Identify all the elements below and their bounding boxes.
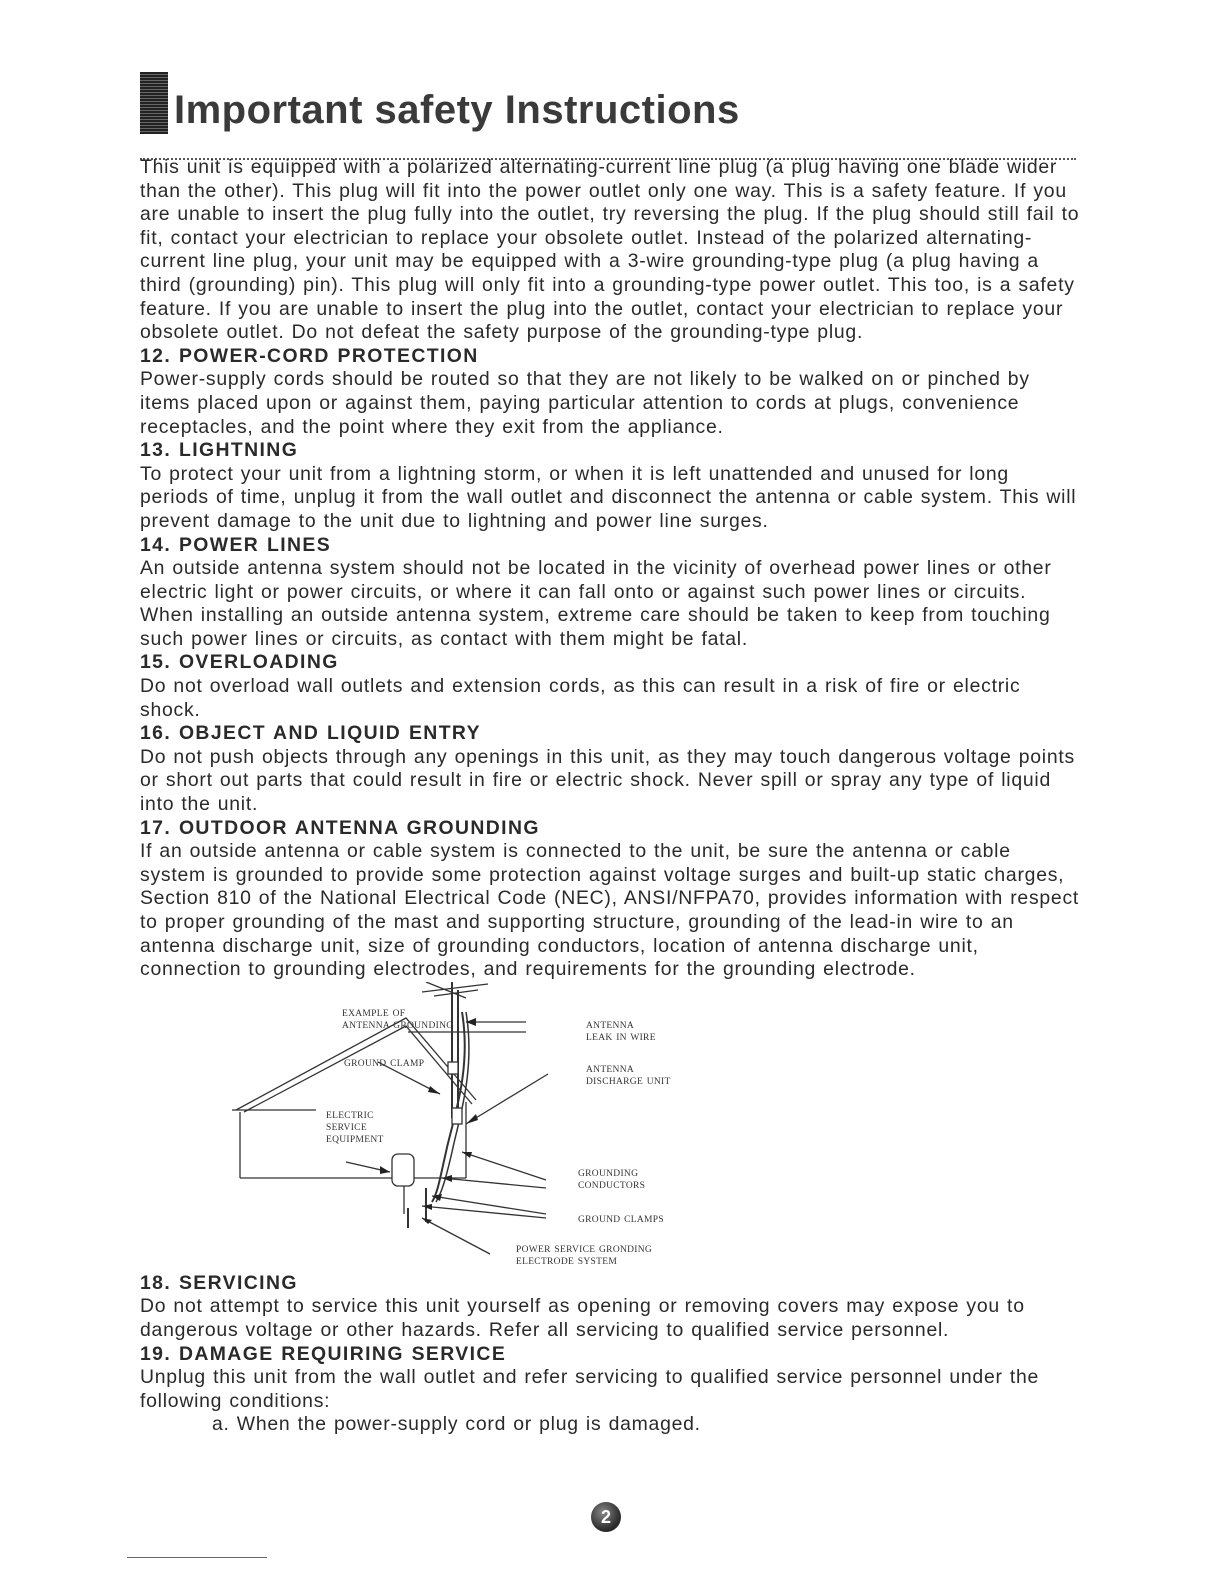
diagram-label: ANTENNA: [586, 1064, 635, 1075]
section-heading: 14. POWER LINES: [140, 533, 332, 556]
section-heading: 12. POWER-CORD PROTECTION: [140, 344, 479, 367]
section-heading: 18. SERVICING: [140, 1271, 298, 1294]
section-text: Do not overload wall outlets and extension cords, as this can result in a risk of fire or electric shock.: [140, 675, 1021, 721]
antenna-grounding-diagram: [140, 982, 1080, 1272]
diagram-label: ANTENNA: [586, 1020, 635, 1031]
section-text: To protect your unit from a lightning storm, or when it is left unattended and unused for long periods of time, unplug it from the wall outlet and disconnect the antenna or cable system. This will prevent damage to the unit due to lightning and power line surges.: [140, 462, 1077, 532]
diagram-label: ELECTRIC: [326, 1110, 374, 1121]
diagram-label: POWER SERVICE GRONDING: [516, 1244, 653, 1255]
diagram-label: ANTENNA GROUNDING: [342, 1020, 454, 1031]
diagram-label: LEAK IN WIRE: [586, 1032, 656, 1043]
diagram-label: EQUIPMENT: [326, 1134, 384, 1145]
diagram-label: GROUNDING: [578, 1168, 639, 1179]
footer-rule: [127, 1557, 267, 1558]
page-number: 2: [591, 1502, 621, 1532]
diagram-label: CONDUCTORS: [578, 1180, 646, 1191]
diagram-label: EXAMPLE OF: [342, 1008, 406, 1019]
intro-paragraph: This unit is equipped with a polarized alternating-current line plug (a plug having one blade wider than the other). This plug will fit into the power outlet only one way. This is a safety feature. If you are unable to insert the plug fully into the outlet, try reversing the plug. If the plug should still fail to fit, contact your electrician to replace your obsolete outlet. Instead of the polarized alternating-current line plug, your unit may be equipped with a 3-wire grounding-type plug (a plug having a third (grounding) pin). This plug will only fit into a grounding-type power outlet. This too, is a safety feature. If you are unable to insert the plug into the outlet, contact your electrician to replace your obsolete outlet. Do not defeat the safety purpose of the grounding-type plug.: [140, 156, 1080, 344]
section-text: If an outside antenna or cable system is connected to the unit, be sure the antenna or cable system is grounded to provide some protection against voltage surges and built-up static charges, Section 810 of the National Electrical Code (NEC), ANSI/NFPA70, provides information with respect to proper grounding of the mast and supporting structure, grounding of the lead-in wire to an antenna discharge unit, size of grounding conductors, location of antenna discharge unit, connection to grounding electrodes, and requirements for the grounding electrode.: [140, 840, 1080, 981]
diagram-label: SERVICE: [326, 1122, 367, 1133]
section-heading: 13. LIGHTNING: [140, 439, 299, 462]
page-title: Important safety Instructions: [174, 88, 740, 132]
section-text: Power-supply cords should be routed so that they are not likely to be walked on or pinched by items placed upon or against them, paying particular attention to cords at plugs, convenience receptacles, and the point where they exit from the appliance.: [140, 368, 1030, 438]
list-item: a. When the power-supply cord or plug is damaged.: [212, 1413, 701, 1436]
section-text: Do not attempt to service this unit yourself as opening or removing covers may expose you to dangerous voltage or other hazards. Refer all servicing to qualified service personnel.: [140, 1295, 1025, 1341]
section-heading: 16. OBJECT AND LIQUID ENTRY: [140, 722, 481, 745]
section-heading: 19. DAMAGE REQUIRING SERVICE: [140, 1342, 507, 1365]
diagram-label: ELECTRODE SYSTEM: [516, 1256, 618, 1267]
section-text: An outside antenna system should not be located in the vicinity of overhead power lines or other electric light or power circuits, or where it can fall onto or against such power lines or circuits. When installing an outside antenna system, extreme care should be taken to keep from touching such power lines or circuits, as contact with them might be fatal.: [140, 557, 1052, 650]
title-marker: [140, 72, 168, 134]
section-text: Do not push objects through any openings in this unit, as they may touch dangerous voltage points or short out parts that could result in fire or electric shock. Never spill or spray any type of liquid into the unit.: [140, 745, 1075, 816]
section-heading: 17. OUTDOOR ANTENNA GROUNDING: [140, 816, 540, 839]
document-body: [140, 156, 1080, 1437]
section-text: Unplug this unit from the wall outlet and refer servicing to qualified service personnel under the following conditions:: [140, 1366, 1040, 1412]
antenna-grounding-illustration: [226, 982, 786, 1272]
diagram-label: DISCHARGE UNIT: [586, 1076, 671, 1087]
title-bar: [140, 66, 1076, 164]
section-heading: 15. OVERLOADING: [140, 651, 339, 674]
diagram-label: GROUND CLAMPS: [578, 1214, 664, 1225]
diagram-label: GROUND CLAMP: [344, 1058, 425, 1069]
